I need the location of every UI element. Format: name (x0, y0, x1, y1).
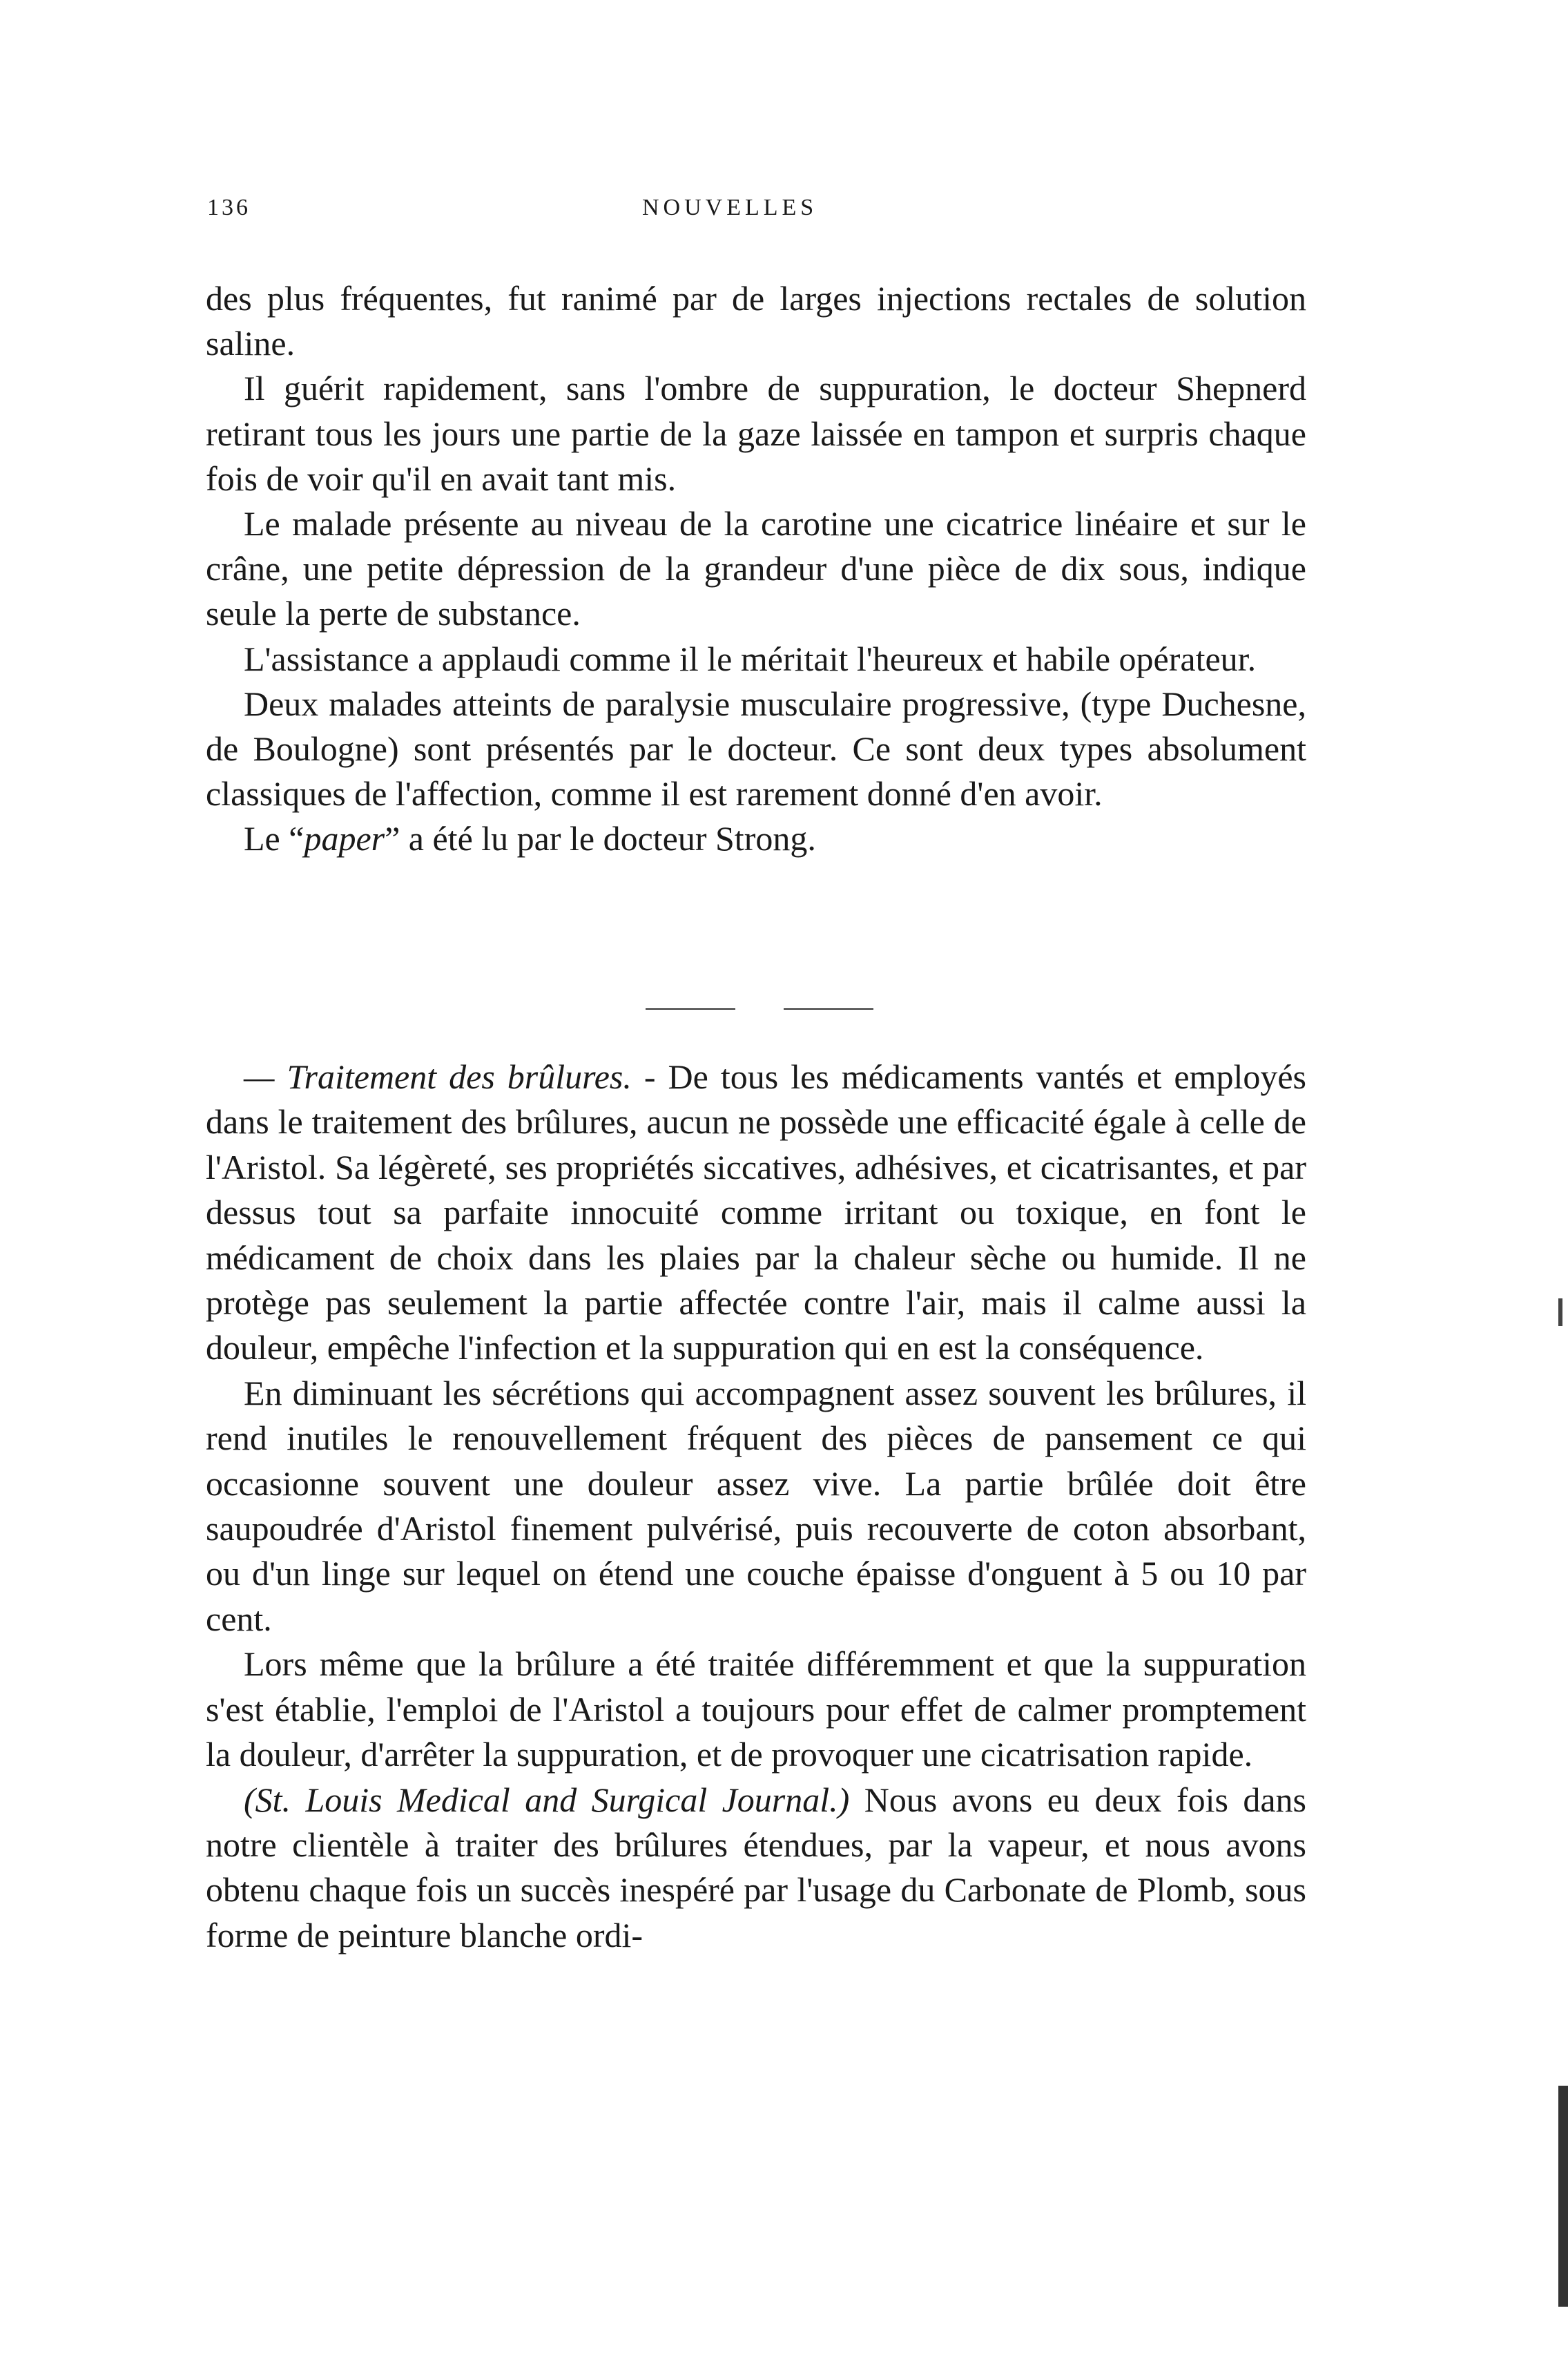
section-report (206, 276, 1306, 862)
paragraph-paralysis: Deux malades atteints de paralysie musculaire progressive, (type Duchesne, de Boulogne) sont présentés par le docteur. Ce sont deux types absolument classiques de l'affection, comme il est rarement donné d'en avoir. (206, 684, 1306, 814)
separator-rule-left (646, 1008, 735, 1010)
paragraph-suppuration: Lors même que la brûlure a été traitée différemment et que la suppuration s'est établie, l'emploi de l'Aristol a toujours pour effet de calmer promptement la douleur, d'arrêter la suppuration, et de provoquer une cicatrisation rapide. (206, 1644, 1306, 1774)
paragraph-applause: L'assistance a applaudi comme il le méritait l'heureux et habile opérateur. (244, 639, 1257, 678)
article-title: — Traitement des brûlures. (244, 1057, 632, 1096)
paragraph-recovery: Il guérit rapidement, sans l'ombre de suppuration, le docteur Shepnerd retirant tous les jours une partie de la gaze laissée en tampon et surpris chaque fois de voir qu'il en avait tant mis. (206, 369, 1306, 498)
citation-text: Nous avons eu deux fois dans notre clientèle à traiter des brûlures étendues, par la vapeur, et nous avons obtenu chaque fois un succès inespéré par l'usage du Carbonate de Plomb, sous forme de peinture blanche ordi- (206, 1780, 1306, 1954)
paper-word: paper (304, 819, 385, 858)
paragraph-paper (206, 816, 1306, 861)
paragraph-citation (206, 1778, 1306, 1959)
paragraph-continued: des plus fréquentes, fut ranimé par de larges injections rectales de solution saline. (206, 279, 1306, 363)
paragraph-burns-intro (206, 1055, 1306, 1371)
paper-prefix: Le “ (244, 819, 304, 858)
running-title: NOUVELLES (642, 195, 818, 220)
section-burns (206, 1055, 1306, 1958)
paragraph-scar: Le malade présente au niveau de la carotine une cicatrice linéaire et sur le crâne, une petite dépression de la grandeur d'une pièce de dix sous, indique seule la perte de substance. (206, 504, 1306, 633)
burns-intro-text: - De tous les médicaments vantés et employés dans le traitement des brûlures, aucun ne possède une efficacité égale à celle de l'Aristol. Sa légèreté, ses propriétés siccatives, adhésives, et cicatrisantes, et par dessus tout sa parfaite innocuité comme irritant ou toxique, en font le médicament de choix dans les plaies par la chaleur sèche ou humide. Il ne protège pas seulement la partie affectée contre l'air, mais il calme aussi la douleur, empêche l'infection et la suppuration qui en est la conséquence. (206, 1057, 1306, 1367)
page-number: 136 (207, 195, 251, 220)
paper-suffix: ” a été lu par le docteur Strong. (385, 819, 816, 858)
section-separator (646, 1008, 873, 1011)
journal-citation: (St. Louis Medical and Surgical Journal.) (244, 1780, 850, 1819)
running-header (207, 195, 1312, 229)
scan-edge-bar (1558, 2086, 1568, 2307)
scan-edge-mark (1558, 1298, 1562, 1326)
separator-rule-right (784, 1008, 873, 1010)
paragraph-secretions: En diminuant les sécrétions qui accompagnent assez souvent les brûlures, il rend inutiles le renouvellement fréquent des pièces de pansement ce qui occasionne souvent une douleur assez vive. La partie brûlée doit être saupoudrée d'Aristol finement pulvérisé, puis recouverte de coton absorbant, ou d'un linge sur lequel on étend une couche épaisse d'onguent à 5 ou 10 par cent. (206, 1373, 1306, 1638)
